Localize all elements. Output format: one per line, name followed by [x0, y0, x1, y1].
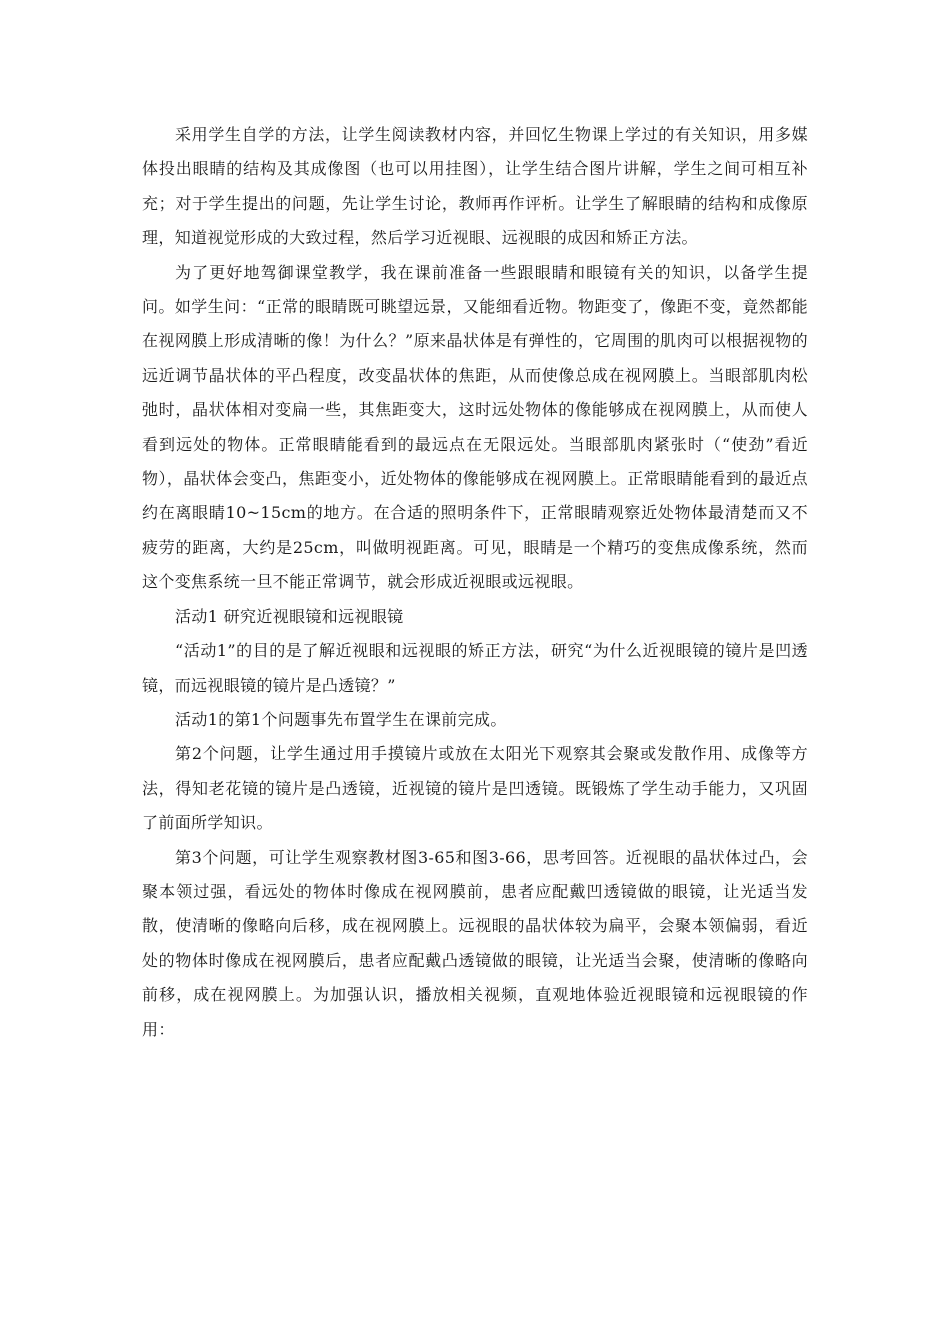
- paragraph-question-3: 第3个问题，可让学生观察教材图3-65和图3-66，思考回答。近视眼的晶状体过凸，会聚本领过强，看远处的物体时像成在视网膜前，患者应配戴凹透镜做的眼镜，让光适当发散，使清晰的像略向后移，成在视网膜上。远视眼的晶状体较为扁平，会聚本领偏弱，看近处的物体时像成在视网膜后，患者应配戴凸透镜做的眼镜，让光适当会聚，使清晰的像略向前移，成在视网膜上。为加强认识，播放相关视频，直观地体验近视眼镜和远视眼镜的作用：: [142, 847, 808, 1039]
- paragraph-activity-purpose: “活动1”的目的是了解近视眼和远视眼的矫正方法，研究“为什么近视眼镜的镜片是凹透镜，而远视眼镜的镜片是凸透镜？”: [142, 641, 808, 695]
- paragraph-eye-accommodation: 为了更好地驾御课堂教学，我在课前准备一些跟眼睛和眼镜有关的知识，以备学生提问。如学生问：“正常的眼睛既可眺望远景，又能细看近物。物距变了，像距不变，竟然都能在视网膜上形成清晰的像！为什么？”原来晶状体是有弹性的，它周围的肌肉可以根据视物的远近调节晶状体的平凸程度，改变晶状体的焦距，从而使像总成在视网膜上。当眼部肌肉松弛时，晶状体相对变扁一些，其焦距变大，这时远处物体的像能够成在视网膜上，从而使人看到远处的物体。正常眼睛能看到的最远点在无限远处。当眼部肌肉紧张时（“使劲”看近物），晶状体会变凸，焦距变小，近处物体的像能够成在视网膜上。正常眼睛能看到的最近点约在离眼睛10~15cm的地方。在合适的照明条件下，正常眼睛观察近处物体最清楚而又不疲劳的距离，大约是25cm，叫做明视距离。可见，眼睛是一个精巧的变焦成像系统，然而这个变焦系统一旦不能正常调节，就会形成近视眼或远视眼。: [142, 262, 808, 592]
- paragraph-question-1: 活动1的第1个问题事先布置学生在课前完成。: [175, 709, 507, 729]
- paragraph-self-study-method: 采用学生自学的方法，让学生阅读教材内容，并回忆生物课上学过的有关知识，用多媒体投出眼睛的结构及其成像图（也可以用挂图），让学生结合图片讲解，学生之间可相互补充；对于学生提出的问题，先让学生讨论，教师再作评析。让学生了解眼睛的结构和成像原理，知道视觉形成的大致过程，然后学习近视眼、远视眼的成因和矫正方法。: [142, 125, 808, 248]
- document-body: [142, 118, 808, 1047]
- paragraph-question-2: 第2个问题，让学生通过用手摸镜片或放在太阳光下观察其会聚或发散作用、成像等方法，得知老花镜的镜片是凸透镜，近视镜的镜片是凹透镜。既锻炼了学生动手能力，又巩固了前面所学知识。: [142, 744, 808, 833]
- activity-heading: 活动1 研究近视眼镜和远视眼镜: [175, 606, 404, 626]
